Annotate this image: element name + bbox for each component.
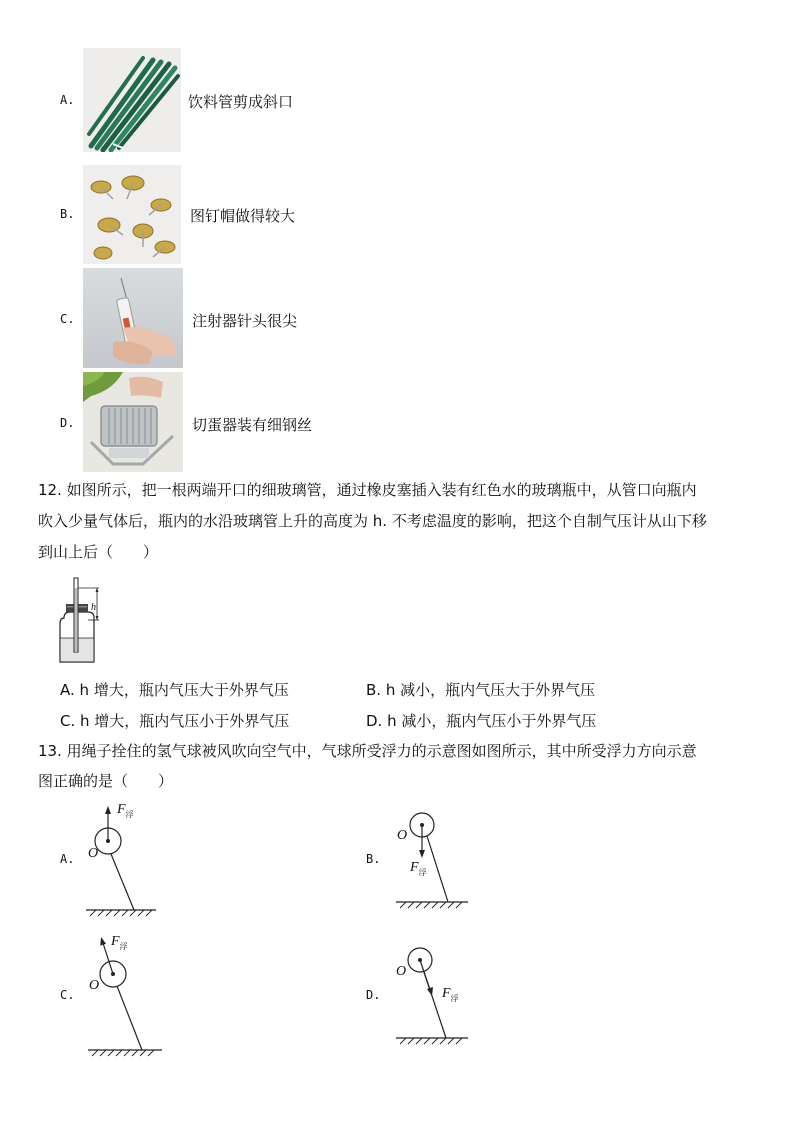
syringe-photo [83, 268, 183, 368]
q12-choice-d-label: D. [366, 712, 383, 730]
egg-slicer-photo [83, 372, 183, 472]
q11-option-d-label: D. [60, 416, 75, 430]
q12-choice-c[interactable] [60, 710, 289, 731]
q12-choice-a-label: A. [60, 681, 75, 699]
barometer-h-label: h [91, 602, 96, 613]
q12-choice-b-text: h 减小，瓶内气压大于外界气压 [385, 681, 596, 699]
q12-choice-b-label: B. [366, 681, 382, 699]
q11-option-a-caption: 饮料管剪成斜口 [188, 93, 294, 111]
q13-option-b-label[interactable]: B. [366, 852, 381, 866]
q12-choice-c-text: h 增大，瓶内气压小于外界气压 [80, 712, 290, 730]
q11-option-b-label: B. [60, 207, 75, 221]
q13-a-point-label: O [88, 846, 99, 861]
q12-choice-d[interactable] [366, 710, 596, 731]
q12-choice-b[interactable] [366, 679, 595, 700]
q12-choice-d-text: h 减小，瓶内气压小于外界气压 [387, 712, 597, 730]
q13-diagram-b [394, 808, 474, 912]
q11-option-b-caption: 图钉帽做得较大 [190, 207, 296, 225]
q13-b-force-label: $F_浮$ [410, 860, 427, 877]
q11-option-a-label: A. [60, 93, 75, 107]
q12-stem-line-1: 12. 如图所示，把一根两端开口的细玻璃管，通过橡皮塞插入装有红色水的玻璃瓶中，从管口向瓶内 [38, 481, 697, 499]
straws-photo [83, 48, 181, 152]
q12-stem-line-2: 吹入少量气体后，瓶内的水沿玻璃管上升的高度为 h. 不考虑温度的影响，把这个自制气压计从山下移 [38, 512, 707, 530]
q13-option-a-label[interactable]: A. [60, 852, 75, 866]
q11-option-d-caption: 切蛋器装有细钢丝 [192, 416, 313, 434]
q11-option-c-caption: 注射器针头很尖 [192, 312, 298, 330]
q12-choice-a[interactable] [60, 679, 289, 700]
q13-b-point-label: O [397, 828, 408, 843]
q12-stem-line-3: 到山上后（ ） [38, 543, 159, 561]
q13-diagram-d [392, 944, 474, 1048]
barometer-figure [55, 576, 105, 666]
q13-option-c-label[interactable]: C. [60, 988, 75, 1002]
q12-choice-c-label: C. [60, 712, 76, 730]
q13-d-force-label: $F_浮$ [442, 986, 459, 1003]
q13-stem-line-1: 13. 用绳子拴住的氢气球被风吹向空气中，气球所受浮力的示意图如图所示，其中所受浮力方向示意 [38, 742, 697, 760]
q13-c-point-label: O [89, 978, 100, 993]
q12-choice-a-text: h 增大，瓶内气压大于外界气压 [79, 681, 289, 699]
q13-option-d-label[interactable]: D. [366, 988, 381, 1002]
q13-a-force-label: $F_浮$ [117, 802, 134, 819]
q13-diagram-c [84, 934, 166, 1058]
thumbtacks-photo [83, 165, 181, 264]
q13-stem-line-2: 图正确的是（ ） [38, 772, 174, 790]
q13-c-force-label: $F_浮$ [111, 934, 128, 951]
q13-d-point-label: O [396, 964, 407, 979]
q11-option-c-label: C. [60, 312, 75, 326]
